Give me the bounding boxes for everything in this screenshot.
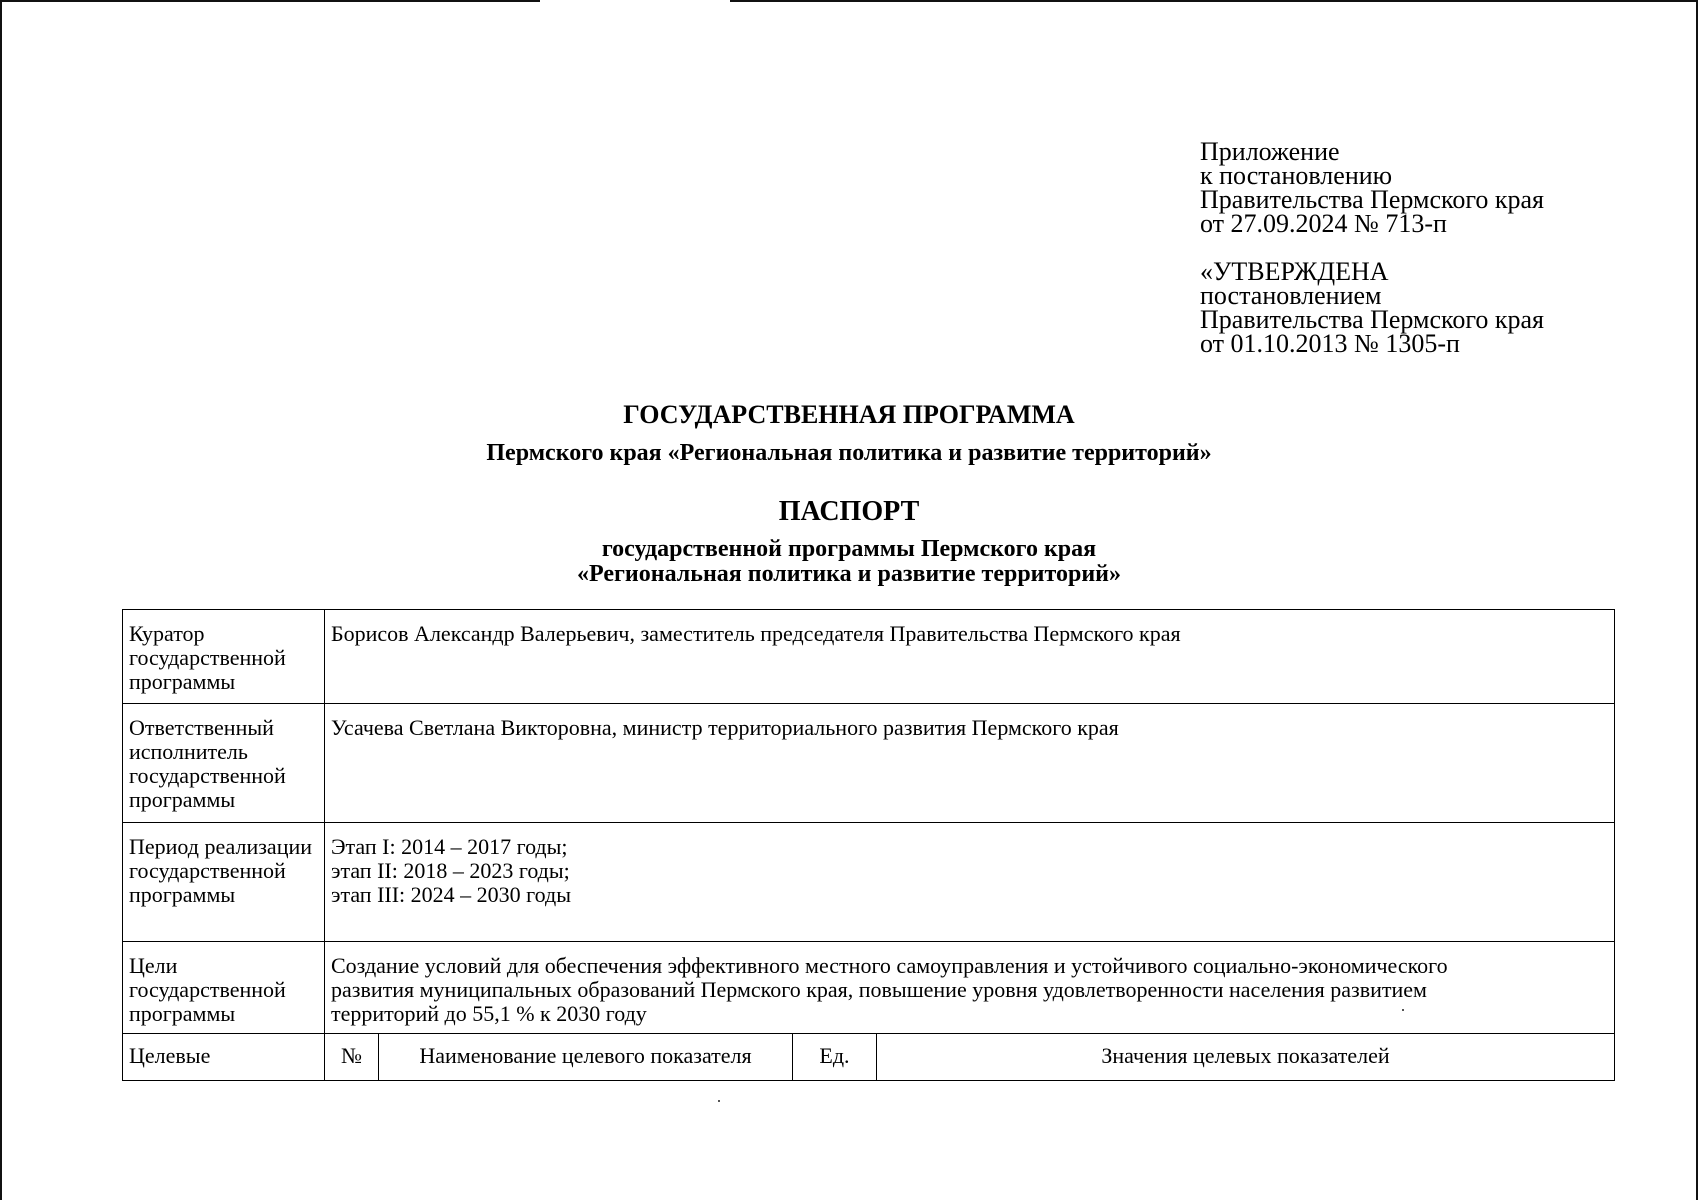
table-row-curator bbox=[123, 610, 1615, 704]
passport-subheading-line: «Региональная политика и развитие территорий» bbox=[577, 561, 1121, 587]
label-line: программы bbox=[129, 1001, 236, 1026]
col-values-header: Значения целевых показателей bbox=[877, 1034, 1615, 1080]
approved-line: постановлением bbox=[1200, 281, 1382, 310]
content-line: Усачева Светлана Викторовна, министр территориального развития Пермского края bbox=[331, 715, 1119, 740]
col-unit-header: Ед. bbox=[793, 1034, 877, 1080]
col-name-header: Наименование целевого показателя bbox=[379, 1034, 793, 1080]
label-line: государственной bbox=[129, 858, 286, 883]
content-line: этап II: 2018 – 2023 годы; bbox=[331, 858, 570, 883]
row-content bbox=[325, 704, 1615, 823]
content-line: территорий до 55,1 % к 2030 году bbox=[331, 1001, 647, 1026]
col-number-header: № bbox=[341, 1043, 362, 1068]
label-line: Ответственный bbox=[129, 715, 274, 740]
content-line: Создание условий для обеспечения эффективного местного самоуправления и устойчивого социально-экономического bbox=[331, 953, 1448, 978]
label-line: программы bbox=[129, 882, 236, 907]
table-row-indicators bbox=[123, 1034, 1615, 1081]
content-line: этап III: 2024 – 2030 годы bbox=[331, 882, 571, 907]
row-content bbox=[325, 942, 1615, 1034]
appendix-line: от 27.09.2024 № 713-п bbox=[1200, 209, 1447, 238]
scan-speck bbox=[718, 1100, 720, 1102]
label-line: реализации bbox=[204, 834, 313, 859]
row-label bbox=[123, 942, 325, 1034]
label-line: программы bbox=[129, 787, 236, 812]
table-row-responsible bbox=[123, 704, 1615, 823]
appendix-line: Приложение bbox=[1200, 137, 1340, 166]
label-line: Период bbox=[129, 834, 199, 859]
label-line: Куратор bbox=[129, 621, 205, 646]
passport-subheading-line: государственной программы Пермского края bbox=[601, 536, 1097, 562]
row-content bbox=[325, 823, 1615, 942]
label-line: государственной bbox=[129, 977, 286, 1002]
indicators-header-cell bbox=[325, 1034, 1615, 1081]
appendix-line: Правительства Пермского края bbox=[1200, 185, 1544, 214]
content-line: развития муниципальных образований Пермского края, повышение уровня удовлетворенности населения развитием bbox=[331, 977, 1427, 1002]
table-row-goals bbox=[123, 942, 1615, 1034]
indicators-header-row bbox=[325, 1034, 1614, 1080]
label-line: государственной bbox=[129, 645, 286, 670]
appendix-block bbox=[1200, 137, 1544, 358]
passport-subheading bbox=[0, 537, 1698, 587]
passport-table bbox=[122, 609, 1615, 1081]
label-line: Цели bbox=[129, 953, 178, 978]
content-line: Этап I: 2014 – 2017 годы; bbox=[331, 834, 568, 859]
passport-heading: ПАСПОРТ bbox=[778, 496, 920, 527]
table-row-period bbox=[123, 823, 1615, 942]
indicators-header bbox=[325, 1034, 1614, 1080]
document-heading: ГОСУДАРСТВЕННАЯ ПРОГРАММА bbox=[623, 400, 1075, 429]
label-line: программы bbox=[129, 669, 236, 694]
approved-line: «УТВЕРЖДЕНА bbox=[1200, 257, 1389, 286]
row-label: Целевые bbox=[123, 1034, 325, 1081]
label-line: государственной bbox=[129, 763, 286, 788]
approved-line: от 01.10.2013 № 1305-п bbox=[1200, 329, 1460, 358]
scan-edge-left bbox=[0, 0, 2, 1200]
row-label bbox=[123, 610, 325, 704]
scan-edge-top-right bbox=[730, 0, 1698, 2]
row-label bbox=[123, 823, 325, 942]
scan-speck bbox=[1402, 1009, 1404, 1011]
approved-line: Правительства Пермского края bbox=[1200, 305, 1544, 334]
label-line: исполнитель bbox=[129, 739, 248, 764]
row-label bbox=[123, 704, 325, 823]
document-subheading: Пермского края «Региональная политика и развитие территорий» bbox=[486, 440, 1212, 466]
row-content bbox=[325, 610, 1615, 704]
appendix-line: к постановлению bbox=[1200, 161, 1393, 190]
content-line: Борисов Александр Валерьевич, заместитель председателя Правительства Пермского края bbox=[331, 621, 1181, 646]
scan-edge-top-left bbox=[0, 0, 540, 2]
